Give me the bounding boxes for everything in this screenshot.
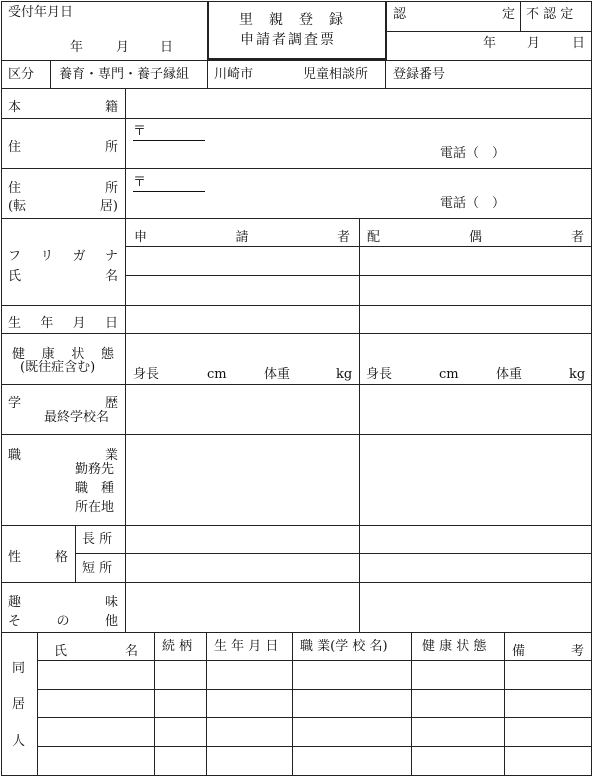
moving-address-label: 住 所 <box>8 181 118 196</box>
not-approved-label: 不 認 定 <box>526 7 574 22</box>
applicant-name-field[interactable] <box>126 276 358 304</box>
section-value: 養育・専門・養子縁組 <box>59 67 190 82</box>
address-label: 住 所 <box>8 140 118 155</box>
cohabitant-health-header: 健 康 状 態 <box>422 639 487 654</box>
height-label: 身長 <box>133 367 160 382</box>
cohabitant-name-header: 氏 名 <box>54 644 138 659</box>
weight-unit: kg <box>336 367 353 382</box>
honseki-field[interactable] <box>126 89 591 117</box>
spouse-furigana-field[interactable] <box>360 247 591 274</box>
received-date-label: 受付年月日 <box>8 5 74 20</box>
hobby-label: 趣 味 <box>8 595 118 610</box>
applicant-furigana-field[interactable] <box>126 247 358 274</box>
spouse-height-unit: cm <box>439 367 459 382</box>
cohabitant-relation-header: 続 柄 <box>162 639 193 654</box>
job-type-label: 職 種 <box>75 481 115 496</box>
education-label: 学 歴 <box>8 396 118 411</box>
strength-label: 長 所 <box>82 532 113 547</box>
registration-number-label: 登録番号 <box>393 67 446 82</box>
spouse-height-label: 身長 <box>366 367 393 382</box>
weakness-label: 短 所 <box>82 561 113 576</box>
form-title-line2: 申請者調査票 <box>240 32 336 48</box>
moving-address-sub: (転 居) <box>8 199 118 214</box>
spouse-name-field[interactable] <box>360 276 591 304</box>
education-sub-label: 最終学校名 <box>44 410 110 425</box>
weight-label: 体重 <box>264 367 291 382</box>
occupation-label: 職 業 <box>8 448 118 463</box>
furigana-label: フ リ ガ ナ <box>8 249 118 264</box>
city-name: 川崎市 <box>214 67 254 82</box>
character-label: 性 格 <box>8 550 68 565</box>
other-label: そ の 他 <box>8 614 118 629</box>
approved-label-suffix: 定 <box>502 7 516 22</box>
height-unit: cm <box>207 367 227 382</box>
form-title-line1: 里 親 登 録 <box>239 12 344 28</box>
workplace-label: 勤務先 <box>75 462 115 477</box>
cohabitant-side-2: 居 <box>12 697 26 712</box>
honseki-label: 本 籍 <box>8 100 118 115</box>
cohabitant-job-header: 職 業(学 校 名) <box>300 639 388 654</box>
received-year: 年 <box>70 40 84 55</box>
received-day: 日 <box>160 40 174 55</box>
postal-mark: 〒 <box>133 124 147 139</box>
office-name: 児童相談所 <box>303 67 369 82</box>
cohabitant-birth-header: 生 年 月 日 <box>214 639 279 654</box>
approval-year: 年 <box>483 36 497 51</box>
name-label: 氏 名 <box>8 269 118 284</box>
phone-label: 電話（ ） <box>440 146 506 161</box>
cohabitant-side-1: 同 <box>12 661 26 676</box>
received-month: 月 <box>116 40 130 55</box>
job-location-label: 所在地 <box>75 500 115 515</box>
spouse-header: 配 偶 者 <box>367 230 584 245</box>
cohabitant-side-3: 人 <box>12 734 26 749</box>
section-label: 区分 <box>8 67 35 82</box>
spouse-weight-label: 体重 <box>496 367 523 382</box>
health-label: 健 康 状 態 <box>12 347 114 362</box>
health-sub-label: (既往症含む) <box>20 360 96 375</box>
cohabitant-note-header: 備 考 <box>512 644 584 659</box>
applicant-header: 申 請 者 <box>134 230 350 245</box>
postal-mark-2: 〒 <box>133 175 147 190</box>
approval-month: 月 <box>527 36 541 51</box>
birthdate-label: 生 年 月 日 <box>8 316 118 331</box>
spouse-weight-unit: kg <box>569 367 586 382</box>
approval-day: 日 <box>572 36 586 51</box>
phone-label-2: 電話（ ） <box>440 196 506 211</box>
approved-label: 認 <box>393 7 407 22</box>
